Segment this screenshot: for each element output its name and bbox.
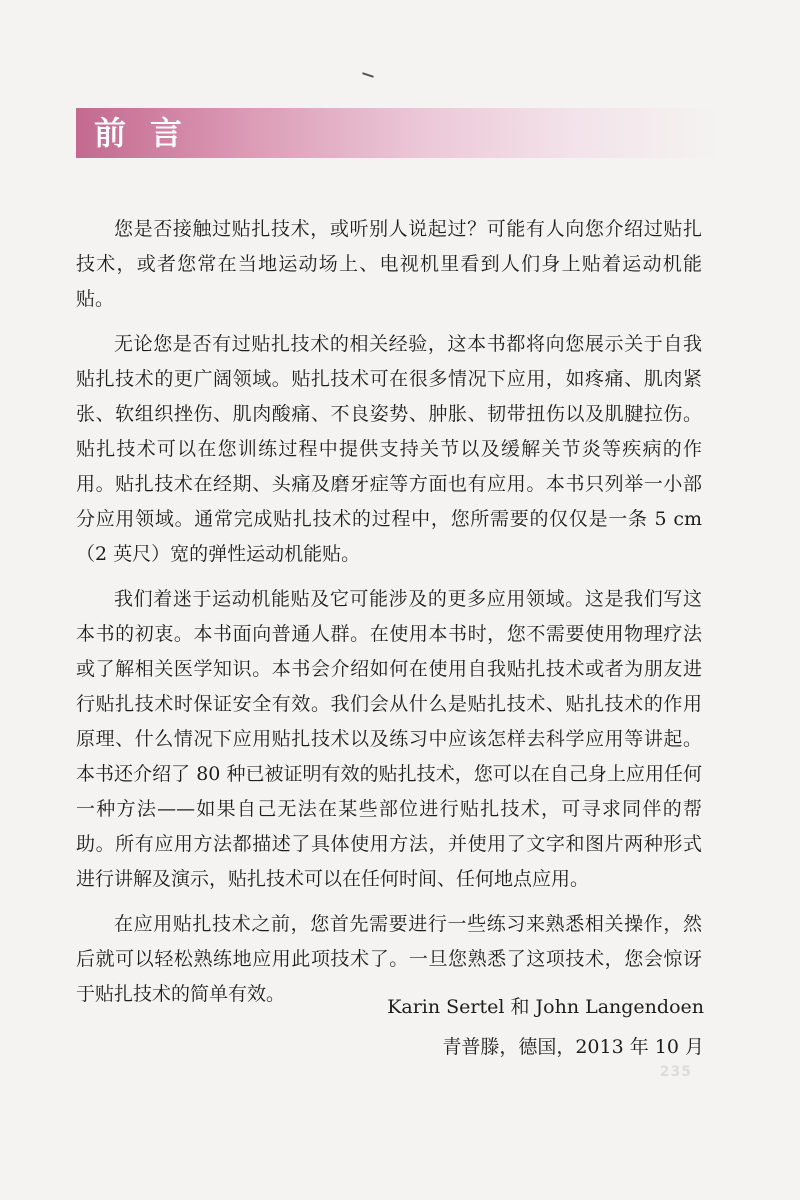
title-band [76, 108, 718, 158]
page-number: 235 [659, 1064, 692, 1080]
paragraph-4: 在应用贴扎技术之前，您首先需要进行一些练习来熟悉相关操作，然后就可以轻松熟练地应用此项技术了。一旦您熟悉了这项技术，您会惊讶于贴扎技术的简单有效。 [76, 913, 702, 1005]
paragraph-3: 我们着迷于运动机能贴及它可能涉及的更多应用领域。这是我们写这本书的初衷。本书面向普通人群。在使用本书时，您不需要使用物理疗法或了解相关医学知识。本书会介绍如何在使用自我贴扎技术或者为朋友进行贴扎技术时保证安全有效。我们会从什么是贴扎技术、贴扎技术的作用原理、什么情况下应用贴扎技术以及练习中应该怎样去科学应用等讲起。本书还介绍了 80 种已被证明有效的贴扎技术，您可以在自己身上应用任何一种方法——如果自己无法在某些部位进行贴扎技术，可寻求同伴的帮助。所有应用方法都描述了具体使用方法，并使用了文字和图片两种形式进行讲解及演示，贴扎技术可以在任何时间、任何地点应用。 [76, 588, 702, 890]
signature-place-date: 青普滕，德国，2013 年 10 月 [442, 1036, 704, 1058]
signature-authors: Karin Sertel 和 John Langendoen [387, 996, 704, 1018]
page-mark [362, 72, 374, 78]
paragraph-2: 无论您是否有过贴扎技术的相关经验，这本书都将向您展示关于自我贴扎技术的更广阔领域。贴扎技术可在很多情况下应用，如疼痛、肌肉紧张、软组织挫伤、肌肉酸痛、不良姿势、肿胀、韧带扭伤以及肌腱拉伤。贴扎技术可以在您训练过程中提供支持关节以及缓解关节炎等疾病的作用。贴扎技术在经期、头痛及磨牙症等方面也有应用。本书只列举一小部分应用领域。通常完成贴扎技术的过程中，您所需要的仅仅是一条 5 cm（2 英尺）宽的弹性运动机能贴。 [76, 333, 702, 565]
page-title: 前言 [94, 114, 207, 152]
paragraph-1: 您是否接触过贴扎技术，或听别人说起过？可能有人向您介绍过贴扎技术，或者您常在当地运动场上、电视机里看到人们身上贴着运动机能贴。 [76, 218, 702, 310]
preface-body [76, 212, 702, 1022]
